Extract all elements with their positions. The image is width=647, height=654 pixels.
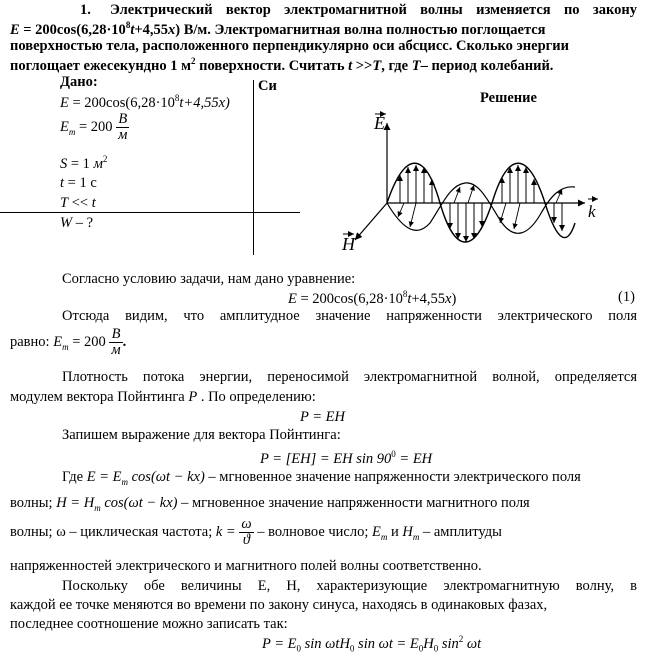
- paragraph-2-line-2: равно: $E_m = 200$ $\frac{B}{м}$ .: [10, 326, 127, 359]
- given-divider-horizontal: [0, 212, 300, 213]
- equation-1-number: (1): [618, 289, 635, 305]
- paragraph-6-line-3: последнее соотношение можно записать так:: [10, 616, 288, 632]
- given-divider-vertical: [253, 80, 254, 255]
- h-axis: [355, 203, 387, 240]
- paragraph-6-line-1: Поскольку обе величины Е, Н, характеризующие электромагнитную волну, в: [62, 578, 637, 594]
- paragraph-5-line-4: напряженностей электрического и магнитного полей волны соответственно.: [10, 558, 482, 574]
- problem-line-1: Электрический вектор электромагнитной волны изменяется по закону: [110, 2, 637, 18]
- e-axis-label: E: [374, 113, 385, 133]
- paragraph-6-line-2: каждой ее точке меняются во времени по закону синуса, находясь в одинаковых фазах,: [10, 597, 548, 613]
- equation-2: P = EH: [300, 409, 345, 425]
- paragraph-3-line-1: Плотность потока энергии, переносимой электромагнитной волной, определяется: [62, 369, 637, 385]
- problem-number: 1.: [80, 2, 91, 18]
- h-axis-label: H: [342, 234, 355, 254]
- given-e-equation: $E = 200\cos(6,28\cdot 10^8t+4,55x)$: [60, 93, 230, 111]
- paragraph-1: Согласно условию задачи, нам дано уравнение:: [62, 271, 356, 287]
- given-time: t = 1 c: [60, 175, 97, 191]
- paragraph-2-line-1: Отсюда видим, что амплитудное значение напряженности электрического поля: [62, 308, 637, 324]
- solution-header: Решение: [480, 90, 537, 106]
- si-header: Си: [258, 78, 277, 94]
- k-axis-label: k: [588, 202, 596, 221]
- equation-1: $E = 200\cos(6,28\cdot 10^8t+4,55x)$: [288, 289, 457, 307]
- given-header: Дано:: [60, 74, 98, 90]
- given-em: $E_m = 200$ $\frac{B}{м}$: [60, 111, 128, 144]
- equation-3: P = [EH] = EH $\sin 90^0$ = EH: [260, 449, 433, 467]
- paragraph-5-line-1: Где $E = E_m$ cos(ωt − kx) – мгновенное значение напряженности электрического поля: [62, 469, 581, 487]
- given-unknown: W – ?: [60, 215, 94, 231]
- paragraph-3-line-2: модулем вектора Пойнтинга P . По определению:: [10, 389, 316, 405]
- paragraph-4: Запишем выражение для вектора Пойнтинга:: [62, 427, 341, 443]
- paragraph-5-line-3: волны; ω – циклическая частота; k = $\frac{\omega}{ϑ}$ – волновое число; $E_m$ и $H_m$ – амплитуды: [10, 516, 502, 549]
- problem-line-2: $E = 200\cos(6,28\cdot 10^8t+4,55x)$ В/м. Электромагнитная волна полностью поглощается: [10, 20, 546, 38]
- problem-line-3: поверхностью тела, расположенного перпендикулярно оси абсцисс. Сколько энергии: [10, 38, 569, 54]
- h-field-vectors: [398, 185, 562, 229]
- paragraph-5-line-2: волны; $H = H_m$ cos(ωt − kx) – мгновенное значение напряженности магнитного поля: [10, 495, 530, 513]
- problem-line-4: поглощает ежесекундно 1 $м^2$ поверхности. Считать t >>T, где T– период колебаний.: [10, 56, 554, 74]
- given-area: S = 1 $м^2$: [60, 154, 108, 172]
- em-wave-diagram: [330, 105, 620, 260]
- equation-4: $P = E_0$ sin ωtH$_0$ $\sin \omega t = E_0H_0$ $\sin^2 \omega t$: [262, 634, 482, 654]
- given-period: T << t: [60, 195, 96, 211]
